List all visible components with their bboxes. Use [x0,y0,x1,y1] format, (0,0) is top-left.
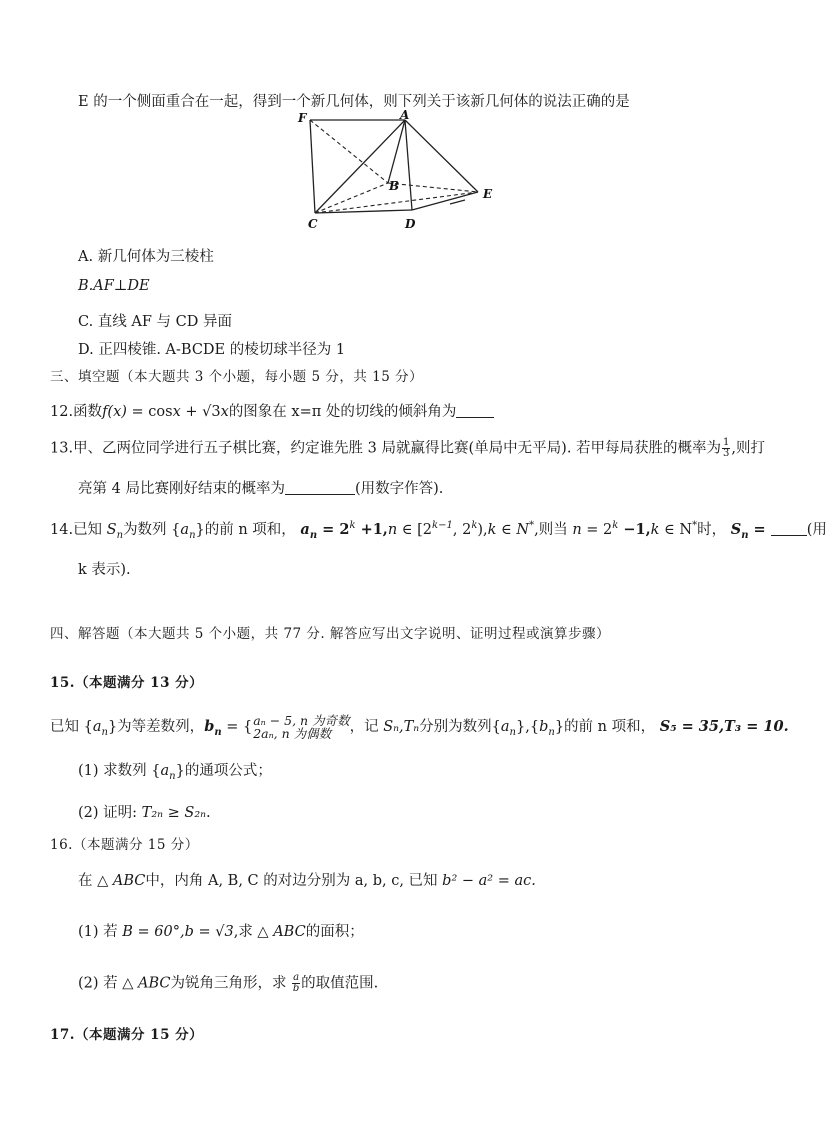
q11-option-a: A. 新几何体为三棱柱 [78,249,214,265]
piecewise-definition: aₙ − 5, n 为奇数 2aₙ, n 为偶数 [253,713,350,741]
q11-stem: E 的一个侧面重合在一起，得到一个新几何体，则下列关于该新几何体的说法正确的是 [78,94,630,110]
pyramid-figure [295,110,505,235]
question-15-stem: 已知 $\{a_n\}$为等差数列，$b_n$ = { aₙ − 5, n 为奇数 2aₙ, n 为偶数 ，记 Sₙ,Tₙ分别为数列$\{a_n\},\{b_n\}$的前 n 项和， S₅ = 35,T₃ = 10. [50,713,789,741]
section-3-heading: 三、填空题（本大题共 3 个小题，每小题 5 分，共 15 分） [50,369,424,385]
edge-FC [310,120,315,213]
question-16-part-2: (2) 若 △ ABC为锐角三角形，求 $\frac{a}{b}$ 的取值范围. [78,972,379,994]
label-A: A [400,108,410,122]
edge-CA [315,120,405,213]
question-15-title: 15.（本题满分 13 分） [50,675,204,691]
question-16-title: 16.（本题满分 15 分） [50,837,199,853]
answer-blank [771,521,807,536]
probability-fraction: $\frac{1}{3}$ [723,437,730,459]
ratio-fraction: $\frac{a}{b}$ [292,972,300,994]
label-E: E [483,187,493,201]
q11-option-b: B.AF⊥DE [78,278,150,294]
question-12: 12.函数f(x) = cosx + √3x的图象在 x=π 处的切线的倾斜角为 [50,402,494,422]
question-14: 14.已知 $S_n$为数列 $\{a_n\}$的前 n 项和， $a_n = 2^k +1,n$ ∈ [$2^{k-1}$, 2$^k$),k ∈ N*,则当 $n = 2^k -1,k$ ∈ N*时， $S_n$ = (用 [50,520,827,541]
label-D: D [405,217,416,231]
question-15-part-2: (2) 证明: T₂ₙ ≥ S₂ₙ. [78,805,211,821]
label-F: F [298,111,307,125]
edge-AD [405,120,412,210]
q11-option-c: C. 直线 AF 与 CD 异面 [78,314,232,330]
answer-blank [456,403,494,418]
question-16-part-1: (1) 若 B = 60°,b = √3,求 △ ABC的面积； [78,924,364,940]
label-B: B [389,179,400,193]
question-14-line2: k 表示). [78,562,131,578]
answer-blank [285,480,355,495]
edge-DE [412,192,478,210]
edge-FB [310,120,388,183]
question-13: 13.甲、乙两位同学进行五子棋比赛，约定谁先胜 3 局就赢得比赛(单局中无平局). 若甲每局获胜的概率为 $\frac{1}{3}$ ,则打 [50,437,766,459]
tick-DE [450,200,465,204]
edge-AE [405,120,478,192]
edge-BE [388,183,478,192]
label-C: C [308,217,318,231]
question-17-title: 17.（本题满分 15 分） [50,1027,204,1043]
q11-option-d: D. 正四棱锥. A-BCDE 的棱切球半径为 1 [78,342,346,358]
question-13-line2: 亮第 4 局比赛刚好结束的概率为 (用数字作答). [78,481,444,497]
question-15-part-1: (1) 求数列 $\{a_n\}$的通项公式； [78,763,272,782]
section-4-heading: 四、解答题（本大题共 5 个小题，共 77 分. 解答应写出文字说明、证明过程或演算步骤） [50,626,611,642]
question-16-stem: 在 △ ABC中，内角 A, B, C 的对边分别为 a, b, c, 已知 b² − a² = ac. [78,873,536,889]
